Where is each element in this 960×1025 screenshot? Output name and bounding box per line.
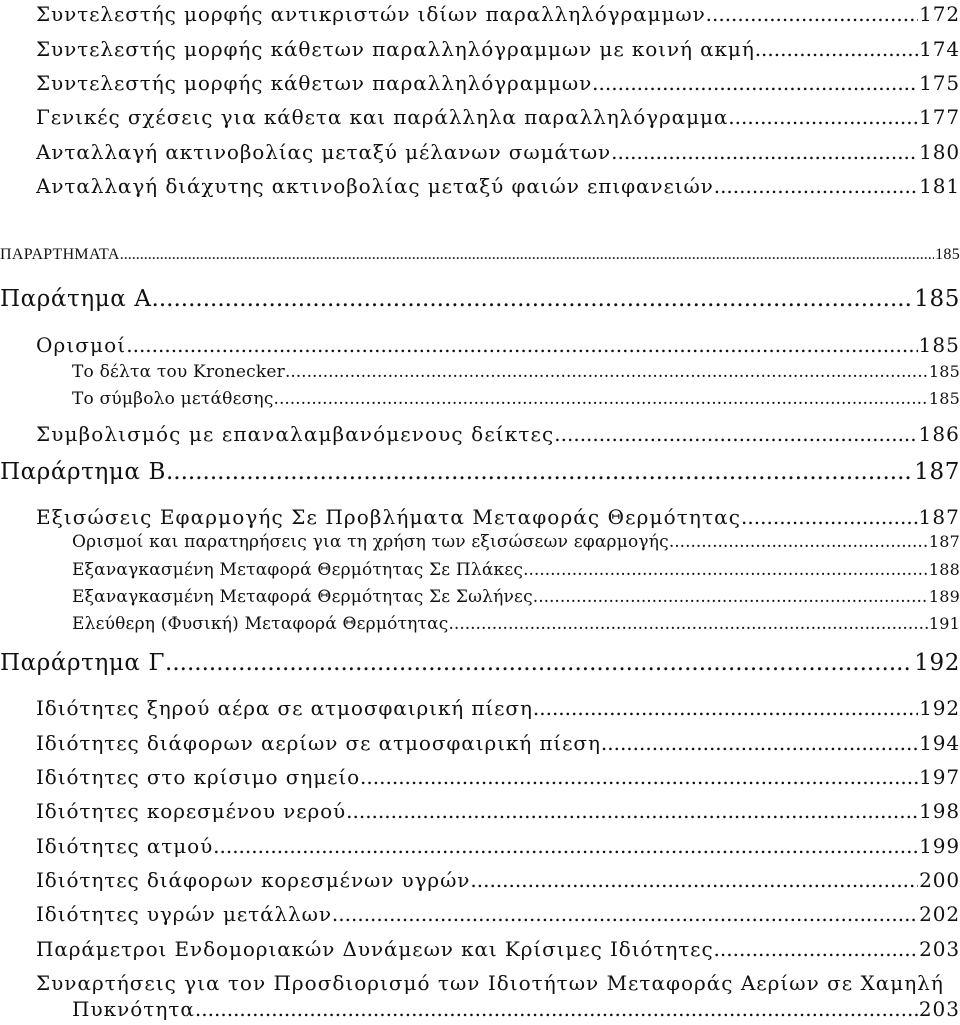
toc-entry-page: 199: [919, 834, 960, 858]
toc-entry: [36, 505, 960, 529]
toc-leader-dots: [195, 997, 918, 1021]
toc-entry: [36, 765, 960, 789]
toc-entry: [36, 902, 960, 926]
toc-entry: [36, 71, 960, 95]
toc-entry-title: Ιδιότητες ατμού: [36, 834, 214, 858]
toc-entry-page: 203: [919, 937, 960, 961]
toc-leader-dots: [332, 902, 918, 926]
toc-entry: [36, 2, 960, 26]
toc-entry: [36, 834, 960, 858]
toc-entry-title: Εξισώσεις Εφαρμογής Σε Προβλήματα Μεταφοράς Θερμότητας: [36, 505, 742, 529]
toc-leader-dots: [213, 834, 918, 858]
toc-entry-page: 172: [919, 2, 960, 26]
toc-leader-dots: [152, 286, 914, 312]
toc-entry: [36, 37, 960, 61]
toc-leader-dots: [755, 37, 918, 61]
toc-entry-title: Ιδιότητες διάφορων αερίων σε ατμοσφαιρική πίεση: [36, 731, 601, 755]
toc-entry: [36, 937, 960, 961]
toc-entry-title: Παράτημα Α: [0, 286, 152, 312]
toc-entry-page: 197: [919, 765, 960, 789]
toc-subentry: [72, 560, 960, 580]
toc-entry-page: 185: [914, 286, 960, 312]
toc-leader-dots: [714, 937, 919, 961]
toc-entry-title: Συντελεστής μορφής κάθετων παραλληλόγραμμων: [36, 71, 593, 95]
toc-entry: [36, 422, 960, 446]
toc-section-heading: [0, 246, 960, 264]
toc-leader-dots: [274, 389, 928, 409]
toc-entry-title: Ιδιότητες υγρών μετάλλων: [36, 902, 332, 926]
toc-entry-title: Παράμετροι Ενδομοριακών Δυνάμεων και Κρίσιμες Ιδιότητες: [36, 937, 714, 961]
toc-entry-title: Εξαναγκασμένη Μεταφορά Θερμότητας Σε Πλάκες: [72, 560, 524, 580]
toc-entry-page: 194: [919, 731, 960, 755]
toc-entry-title: Ορισμοί: [36, 333, 127, 357]
toc-entry-title: Εξαναγκασμένη Μεταφορά Θερμότητας Σε Σωλήνες: [72, 587, 533, 607]
toc-entry-page: 177: [919, 105, 960, 129]
toc-leader-dots: [533, 587, 928, 607]
toc-entry-wrapped-line1: [36, 971, 960, 995]
toc-entry-page: 181: [919, 174, 960, 198]
toc-entry-title: Ανταλλαγή διάχυτης ακτινοβολίας μεταξύ φαιών επιφανειών: [36, 174, 714, 198]
toc-subentry: [72, 614, 960, 634]
toc-entry-page: 200: [919, 868, 960, 892]
toc-entry-title: Ορισμοί και παρατηρήσεις για τη χρήση των εξισώσεων εφαρμογής: [72, 532, 669, 552]
toc-entry-page: 185: [918, 333, 960, 357]
toc-entry-title: Ιδιότητες κορεσμένου νερού: [36, 799, 347, 823]
toc-entry: [36, 731, 960, 755]
toc-entry-page: 189: [928, 587, 960, 606]
toc-entry-page: 192: [919, 696, 960, 720]
toc-leader-dots: [611, 140, 918, 164]
toc-entry-title: Το δέλτα του Kronecker: [72, 362, 285, 382]
toc-appendix-c: [0, 650, 960, 676]
toc-entry: [36, 140, 960, 164]
toc-entry-title: Ιδιότητες διάφορων κορεσμένων υγρών: [36, 868, 471, 892]
toc-leader-dots: [346, 799, 918, 823]
toc-entry-page: 202: [919, 902, 960, 926]
toc-subentry: [72, 389, 960, 409]
toc-entry-title: Ανταλλαγή ακτινοβολίας μεταξύ μέλανων σωμάτων: [36, 140, 612, 164]
toc-entry-title: Συντελεστής μορφής κάθετων παραλληλόγραμμων με κοινή ακμή: [36, 37, 755, 61]
toc-entry-title: Ελεύθερη (Φυσική) Μεταφορά Θερμότητας: [72, 614, 449, 634]
toc-entry-title: Ιδιότητες ξηρού αέρα σε ατμοσφαιρική πίεση: [36, 696, 533, 720]
toc-entry: [36, 333, 960, 357]
toc-leader-dots: [449, 614, 928, 634]
toc-entry: [36, 868, 960, 892]
toc-entry-page: 198: [919, 799, 960, 823]
toc-entry-wrapped-line2: [72, 997, 960, 1021]
toc-entry-title: Το σύμβολο μετάθεσης: [72, 389, 274, 409]
toc-subentry: [72, 587, 960, 607]
toc-entry-page: 187: [914, 459, 960, 485]
toc-entry-title: Γενικές σχέσεις για κάθετα και παράλληλα παραλληλόγραμμα: [36, 105, 729, 129]
toc-leader-dots: [166, 459, 913, 485]
toc-entry-title: Συντελεστής μορφής αντικριστών ιδίων παραλληλόγραμμων: [36, 2, 706, 26]
toc-leader-dots: [741, 505, 917, 529]
toc-entry: [36, 174, 960, 198]
toc-entry-title: Συμβολισμός με επαναλαμβανόμενους δείκτες: [36, 422, 555, 446]
toc-entry-page: 180: [919, 140, 960, 164]
toc-appendix-a: [0, 286, 960, 312]
toc-entry-page: 185: [935, 246, 960, 263]
toc-leader-dots: [714, 174, 918, 198]
toc-leader-dots: [601, 731, 918, 755]
toc-leader-dots: [533, 696, 918, 720]
toc-entry-title: Συναρτήσεις για τον Προσδιορισμό των Ιδιοτήτων Μεταφοράς Αερίων σε Χαμηλή: [36, 971, 944, 995]
toc-leader-dots: [554, 422, 917, 446]
toc-appendix-b: [0, 459, 960, 485]
toc-entry-title: Ιδιότητες στο κρίσιμο σημείο: [36, 765, 361, 789]
toc-subentry: [72, 532, 960, 552]
toc-entry-page: 187: [918, 505, 960, 529]
toc-entry-page: 203: [918, 997, 960, 1021]
toc-entry: [36, 696, 960, 720]
toc-entry-page: 188: [928, 560, 960, 579]
toc-entry-page: 185: [928, 389, 960, 408]
toc-leader-dots: [470, 868, 918, 892]
toc-entry-page: 186: [918, 422, 960, 446]
toc-leader-dots: [706, 2, 919, 26]
toc-leader-dots: [165, 650, 913, 676]
toc-entry-title-continued: Πυκνότητα: [72, 997, 195, 1021]
toc-leader-dots: [669, 532, 928, 552]
toc-leader-dots: [120, 246, 934, 264]
toc-entry-title: ΠΑΡΑΡΤΗΜΑΤΑ: [0, 246, 120, 263]
toc-subentry: [72, 362, 960, 382]
toc-entry-page: 191: [928, 614, 960, 633]
toc-entry-page: 174: [919, 37, 960, 61]
toc-leader-dots: [728, 105, 918, 129]
toc-leader-dots: [592, 71, 918, 95]
toc-entry: [36, 799, 960, 823]
toc-entry: [36, 105, 960, 129]
toc-leader-dots: [360, 765, 918, 789]
toc-entry-title: Παράρτημα Β: [0, 459, 166, 485]
toc-entry-page: 185: [928, 362, 960, 381]
toc-leader-dots: [126, 333, 917, 357]
toc-entry-page: 192: [914, 650, 960, 676]
toc-leader-dots: [285, 362, 928, 382]
toc-leader-dots: [523, 560, 928, 580]
toc-entry-page: 187: [928, 532, 960, 551]
toc-entry-title: Παράρτημα Γ: [0, 650, 166, 676]
toc-entry-page: 175: [919, 71, 960, 95]
